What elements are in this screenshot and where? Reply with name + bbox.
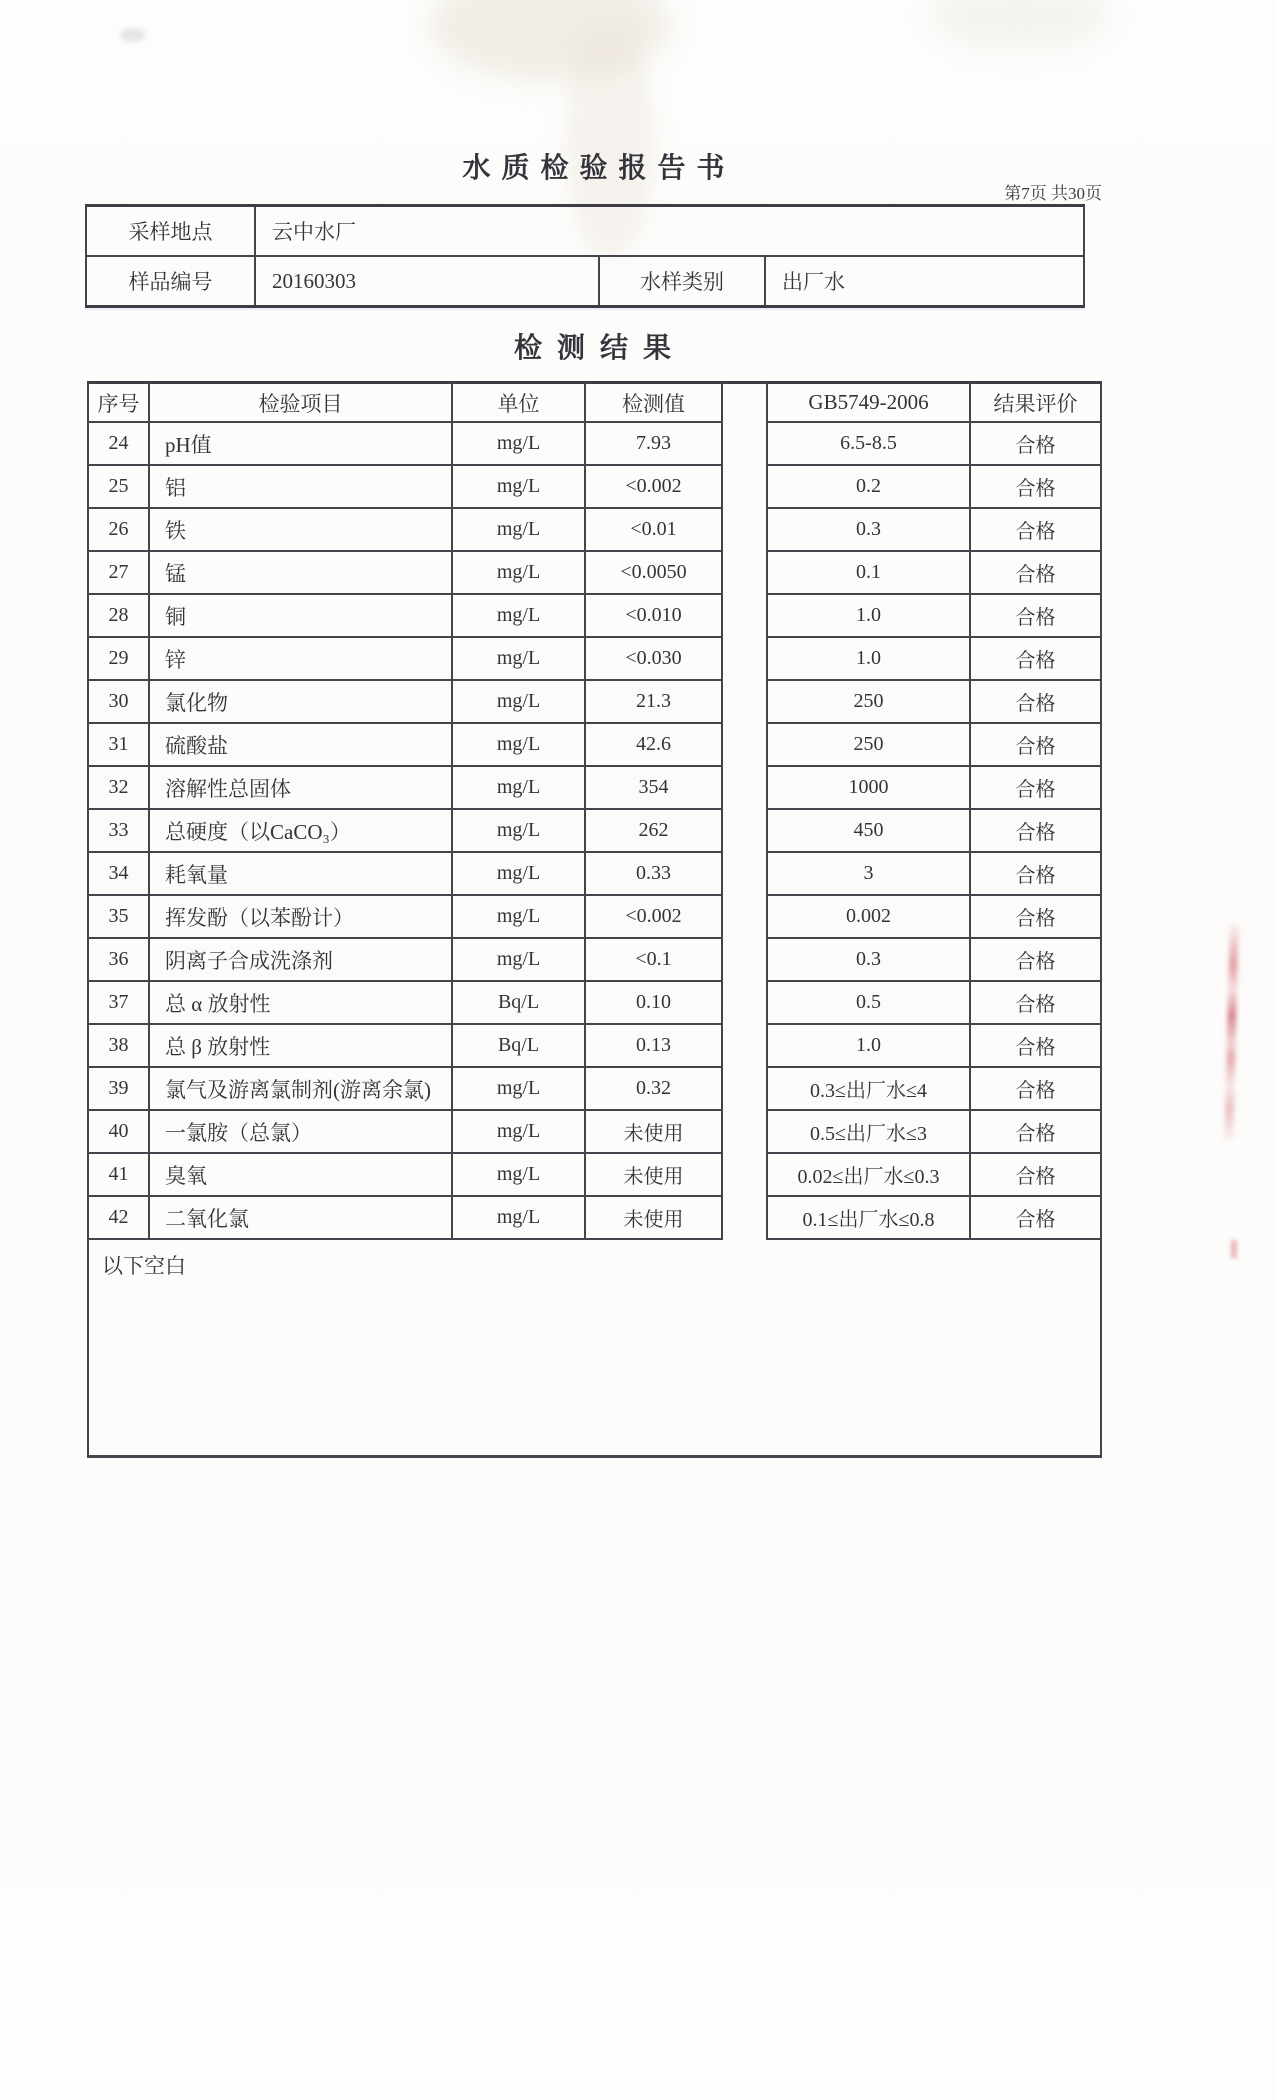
table-gap-strip [723, 381, 766, 423]
cell-value: 0.13 [584, 1025, 723, 1068]
table-gap-strip [723, 466, 766, 509]
cell-item: 总硬度（以CaCO₃） [148, 810, 451, 853]
cell-unit: mg/L [451, 466, 584, 509]
cell-value: 0.10 [584, 982, 723, 1025]
cell-value: <0.002 [584, 896, 723, 939]
table-gap-strip [723, 982, 766, 1025]
cell-seq: 35 [87, 896, 148, 939]
cell-seq: 26 [87, 509, 148, 552]
cell-evaluation: 合格 [969, 982, 1102, 1025]
cell-unit: mg/L [451, 1154, 584, 1197]
cell-seq: 31 [87, 724, 148, 767]
cell-evaluation: 合格 [969, 724, 1102, 767]
cell-value: <0.010 [584, 595, 723, 638]
table-row [87, 1068, 1102, 1111]
red-stamp-bleedthrough [1224, 925, 1239, 1140]
scan-smudge [120, 28, 146, 42]
cell-value: 21.3 [584, 681, 723, 724]
table-gap-strip [723, 810, 766, 853]
cell-item: 锰 [148, 552, 451, 595]
table-row [87, 896, 1102, 939]
cell-evaluation: 合格 [969, 810, 1102, 853]
cell-seq: 40 [87, 1111, 148, 1154]
cell-item: 耗氧量 [148, 853, 451, 896]
cell-standard: 0.5 [766, 982, 969, 1025]
table-gap-strip [723, 767, 766, 810]
cell-value: <0.030 [584, 638, 723, 681]
cell-evaluation: 合格 [969, 509, 1102, 552]
cell-unit: mg/L [451, 1197, 584, 1240]
table-row [87, 1197, 1102, 1240]
cell-unit: mg/L [451, 595, 584, 638]
table-gap-strip [723, 939, 766, 982]
cell-item: 一氯胺（总氯） [148, 1111, 451, 1154]
cell-evaluation: 合格 [969, 1068, 1102, 1111]
cell-item: 氯化物 [148, 681, 451, 724]
cell-unit: mg/L [451, 509, 584, 552]
cell-standard: 1.0 [766, 1025, 969, 1068]
cell-unit: mg/L [451, 681, 584, 724]
table-gap-strip [723, 552, 766, 595]
cell-evaluation: 合格 [969, 595, 1102, 638]
table-row [87, 423, 1102, 466]
cell-value: 未使用 [584, 1111, 723, 1154]
results-table [87, 381, 1102, 1240]
water-type-label: 水样类别 [600, 257, 766, 305]
cell-evaluation: 合格 [969, 939, 1102, 982]
cell-seq: 42 [87, 1197, 148, 1240]
table-row [87, 638, 1102, 681]
cell-unit: mg/L [451, 552, 584, 595]
col-header-value: 检测值 [584, 381, 723, 423]
cell-seq: 41 [87, 1154, 148, 1197]
cell-value: 354 [584, 767, 723, 810]
water-type-value: 出厂水 [782, 270, 845, 294]
col-header-seq: 序号 [87, 381, 148, 423]
col-header-standard: GB5749-2006 [766, 381, 969, 423]
cell-standard: 1.0 [766, 638, 969, 681]
scan-smudge [430, 0, 670, 80]
scan-smudge [930, 0, 1110, 50]
table-row [87, 681, 1102, 724]
table-row [87, 767, 1102, 810]
cell-evaluation: 合格 [969, 552, 1102, 595]
cell-value: 未使用 [584, 1197, 723, 1240]
table-row [87, 982, 1102, 1025]
cell-unit: mg/L [451, 638, 584, 681]
cell-unit: mg/L [451, 853, 584, 896]
cell-unit: mg/L [451, 1111, 584, 1154]
cell-standard: 250 [766, 681, 969, 724]
cell-value: <0.002 [584, 466, 723, 509]
cell-evaluation: 合格 [969, 1197, 1102, 1240]
col-header-unit: 单位 [451, 381, 584, 423]
table-gap-strip [723, 1068, 766, 1111]
cell-item: 总 β 放射性 [148, 1025, 451, 1068]
cell-item: 硫酸盐 [148, 724, 451, 767]
cell-evaluation: 合格 [969, 681, 1102, 724]
table-gap-strip [723, 423, 766, 466]
report-title: 水 质 检 验 报 告 书 [462, 153, 727, 184]
cell-standard: 0.02≤出厂水≤0.3 [766, 1154, 969, 1197]
cell-seq: 28 [87, 595, 148, 638]
cell-evaluation: 合格 [969, 466, 1102, 509]
cell-value: 0.33 [584, 853, 723, 896]
cell-standard: 6.5-8.5 [766, 423, 969, 466]
cell-unit: mg/L [451, 810, 584, 853]
table-gap-strip [723, 1154, 766, 1197]
cell-seq: 33 [87, 810, 148, 853]
table-gap-strip [723, 681, 766, 724]
cell-item: 总 α 放射性 [148, 982, 451, 1025]
results-table-header [87, 381, 1102, 423]
blank-note: 以下空白 [102, 1254, 186, 1278]
table-row [87, 552, 1102, 595]
cell-standard: 0.5≤出厂水≤3 [766, 1111, 969, 1154]
table-row [87, 595, 1102, 638]
col-header-evaluation: 结果评价 [969, 381, 1102, 423]
cell-evaluation: 合格 [969, 423, 1102, 466]
cell-seq: 34 [87, 853, 148, 896]
table-gap-strip [723, 853, 766, 896]
cell-value: <0.1 [584, 939, 723, 982]
table-row [87, 724, 1102, 767]
cell-item: 二氧化氯 [148, 1197, 451, 1240]
cell-seq: 38 [87, 1025, 148, 1068]
cell-seq: 37 [87, 982, 148, 1025]
col-header-item: 检验项目 [148, 381, 451, 423]
results-section-title: 检 测 结 果 [513, 333, 675, 364]
cell-unit: mg/L [451, 423, 584, 466]
cell-evaluation: 合格 [969, 1111, 1102, 1154]
blank-remainder-box [87, 1240, 1102, 1458]
cell-standard: 0.3 [766, 509, 969, 552]
cell-item: 铝 [148, 466, 451, 509]
cell-item: 氯气及游离氯制剂(游离余氯) [148, 1068, 451, 1111]
table-row [87, 466, 1102, 509]
cell-seq: 24 [87, 423, 148, 466]
table-row [87, 853, 1102, 896]
cell-seq: 29 [87, 638, 148, 681]
cell-value: 262 [584, 810, 723, 853]
table-row [87, 1154, 1102, 1197]
results-rows [87, 423, 1102, 1240]
cell-item: pH值 [148, 423, 451, 466]
page-number: 第7页 共30页 [1004, 184, 1102, 203]
cell-standard: 1000 [766, 767, 969, 810]
cell-standard: 3 [766, 853, 969, 896]
cell-unit: mg/L [451, 896, 584, 939]
cell-item: 溶解性总固体 [148, 767, 451, 810]
table-gap-strip [723, 509, 766, 552]
cell-value: <0.0050 [584, 552, 723, 595]
table-gap-strip [723, 724, 766, 767]
cell-seq: 30 [87, 681, 148, 724]
cell-item: 锌 [148, 638, 451, 681]
table-row [87, 810, 1102, 853]
table-row [87, 1025, 1102, 1068]
table-gap-strip [723, 595, 766, 638]
table-row [87, 509, 1102, 552]
red-stamp-bleedthrough [1231, 1240, 1237, 1258]
cell-evaluation: 合格 [969, 767, 1102, 810]
cell-value: 0.32 [584, 1068, 723, 1111]
sample-info-table [85, 204, 1085, 308]
cell-unit: mg/L [451, 939, 584, 982]
cell-evaluation: 合格 [969, 896, 1102, 939]
cell-seq: 32 [87, 767, 148, 810]
cell-unit: mg/L [451, 1068, 584, 1111]
cell-standard: 1.0 [766, 595, 969, 638]
table-gap-strip [723, 1111, 766, 1154]
table-gap-strip [723, 1025, 766, 1068]
sampling-location-label: 采样地点 [87, 207, 256, 255]
cell-standard: 0.2 [766, 466, 969, 509]
sample-number-value: 20160303 [256, 257, 600, 305]
cell-unit: mg/L [451, 724, 584, 767]
sample-number-label: 样品编号 [87, 257, 256, 305]
cell-standard: 0.3 [766, 939, 969, 982]
cell-value: 未使用 [584, 1154, 723, 1197]
cell-standard: 450 [766, 810, 969, 853]
sampling-location-value: 云中水厂 [272, 220, 356, 244]
table-row [87, 939, 1102, 982]
cell-evaluation: 合格 [969, 638, 1102, 681]
table-gap-strip [723, 896, 766, 939]
cell-value: 42.6 [584, 724, 723, 767]
cell-standard: 0.1≤出厂水≤0.8 [766, 1197, 969, 1240]
cell-evaluation: 合格 [969, 1154, 1102, 1197]
cell-standard: 0.3≤出厂水≤4 [766, 1068, 969, 1111]
cell-seq: 39 [87, 1068, 148, 1111]
cell-item: 臭氧 [148, 1154, 451, 1197]
cell-item: 铁 [148, 509, 451, 552]
cell-seq: 27 [87, 552, 148, 595]
cell-item: 铜 [148, 595, 451, 638]
cell-standard: 0.002 [766, 896, 969, 939]
cell-evaluation: 合格 [969, 853, 1102, 896]
cell-seq: 36 [87, 939, 148, 982]
cell-value: <0.01 [584, 509, 723, 552]
sample-info-row-location [87, 207, 1083, 257]
table-gap-strip [723, 1197, 766, 1240]
cell-evaluation: 合格 [969, 1025, 1102, 1068]
cell-unit: mg/L [451, 767, 584, 810]
cell-seq: 25 [87, 466, 148, 509]
cell-item: 阴离子合成洗涤剂 [148, 939, 451, 982]
cell-standard: 0.1 [766, 552, 969, 595]
cell-unit: Bq/L [451, 982, 584, 1025]
sample-info-row-number [87, 257, 1083, 305]
cell-value: 7.93 [584, 423, 723, 466]
table-gap-strip [723, 638, 766, 681]
table-row [87, 1111, 1102, 1154]
cell-item: 挥发酚（以苯酚计） [148, 896, 451, 939]
cell-unit: Bq/L [451, 1025, 584, 1068]
cell-standard: 250 [766, 724, 969, 767]
